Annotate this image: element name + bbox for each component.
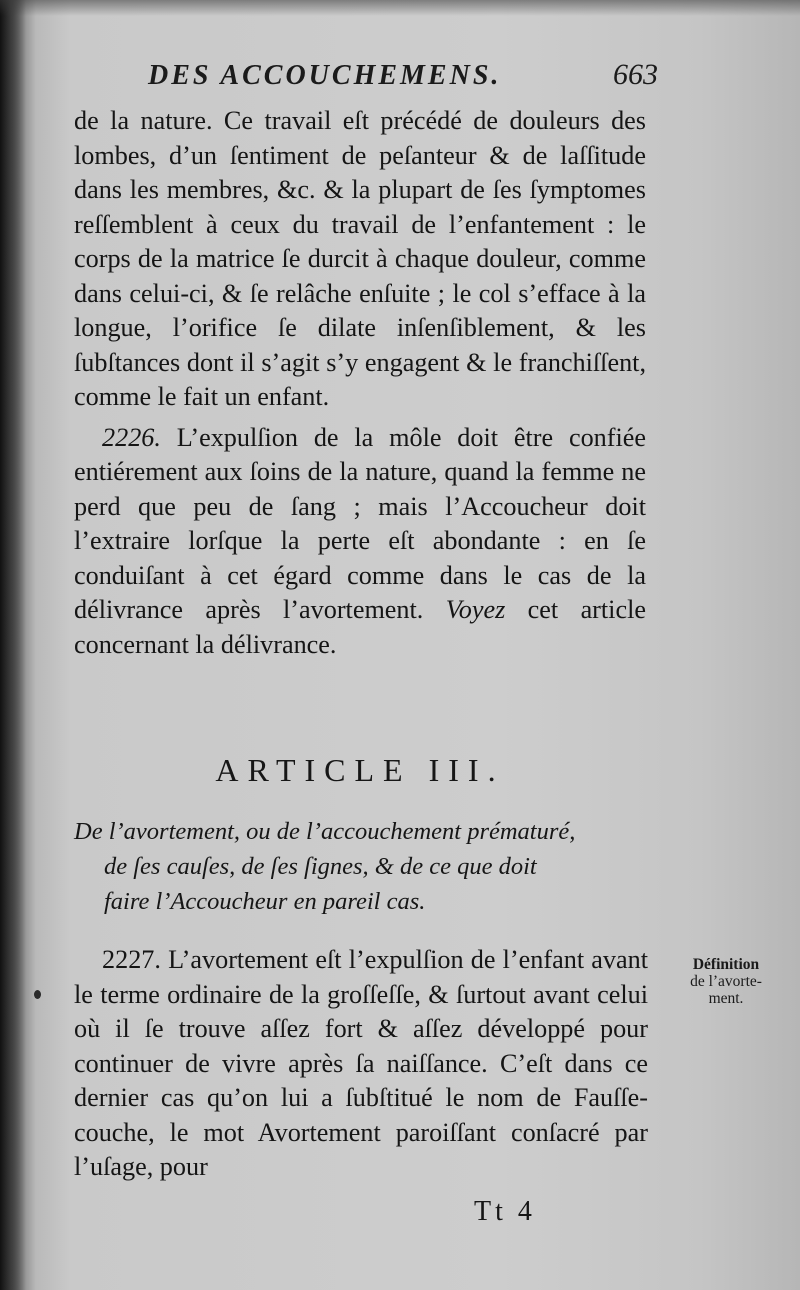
page-header bbox=[148, 58, 658, 98]
paragraph-number: 2226. bbox=[102, 422, 161, 452]
paragraph-number: 2227. bbox=[102, 945, 161, 974]
signature-mark: Tt 4 bbox=[474, 1196, 536, 1227]
binding-shadow bbox=[0, 0, 26, 1290]
subtitle-line: faire l’Accoucheur en pareil cas. bbox=[104, 888, 426, 915]
body-text-upper bbox=[74, 104, 646, 662]
margin-note-line: de l’avorte- bbox=[690, 973, 762, 990]
body-text-lower bbox=[74, 943, 648, 1185]
subtitle-line: de ſes cauſes, de ſes ſignes, & de ce que doit bbox=[104, 853, 537, 880]
page-number: 663 bbox=[613, 58, 658, 91]
paragraph-2226 bbox=[74, 421, 646, 663]
top-edge-shadow bbox=[0, 0, 800, 16]
paragraph-2227 bbox=[74, 943, 648, 1185]
paragraph-text: L’expulſion de la môle doit être confiée entiérement aux ſoins de la nature, quand la femme ne perd que peu de ſang ; mais l’Accoucheur doit l’extraire lorſque la perte eſt abondante : en ſe conduiſant à cet égard comme dans le cas de la délivrance après l’avortement. bbox=[74, 422, 646, 624]
margin-note bbox=[658, 956, 794, 1007]
paragraph-text-end: cet article concernant la délivrance. bbox=[74, 595, 646, 659]
cross-reference: Voyez bbox=[445, 595, 506, 624]
ink-speck bbox=[34, 990, 41, 999]
paragraph-text: L’avortement eſt l’expulſion de l’enfant avant le terme ordinaire de la groſſeſſe, & ſurtout avant celui où il ſe trouve aſſez fort & aſſez développé pour continuer de vivre après ſa naiſſance. C’eſt dans ce dernier cas qu’on lui a ſubſtitué le nom de Fauſſe-couche, le mot Avortement paroiſſant conſacré par l’uſage, pour bbox=[74, 945, 648, 1181]
margin-note-line: Définition bbox=[692, 956, 760, 973]
running-head: DES ACCOUCHEMENS. bbox=[148, 60, 502, 91]
margin-note-line: ment. bbox=[708, 990, 744, 1007]
paragraph-continuation: de la nature. Ce travail eſt précédé de douleurs des lombes, d’un ſentiment de peſanteur & de laſſitude dans les membres, &c. & la plupart de ſes ſymptomes reſſemblent à ceux du travail de l’enfantement : le corps de la matrice ſe durcit à chaque douleur, comme dans celui-ci, & ſe relâche enſuite ; le col s’efface à la longue, l’orifice ſe dilate inſenſiblement, & les ſubſtances dont il s’agit s’y engagent & le franchiſſent, comme le fait un enfant. bbox=[74, 106, 646, 411]
article-title: ARTICLE III. bbox=[215, 752, 505, 788]
article-subtitle bbox=[74, 814, 654, 919]
subtitle-line: De l’avortement, ou de l’accouchement prématuré, bbox=[74, 818, 576, 845]
